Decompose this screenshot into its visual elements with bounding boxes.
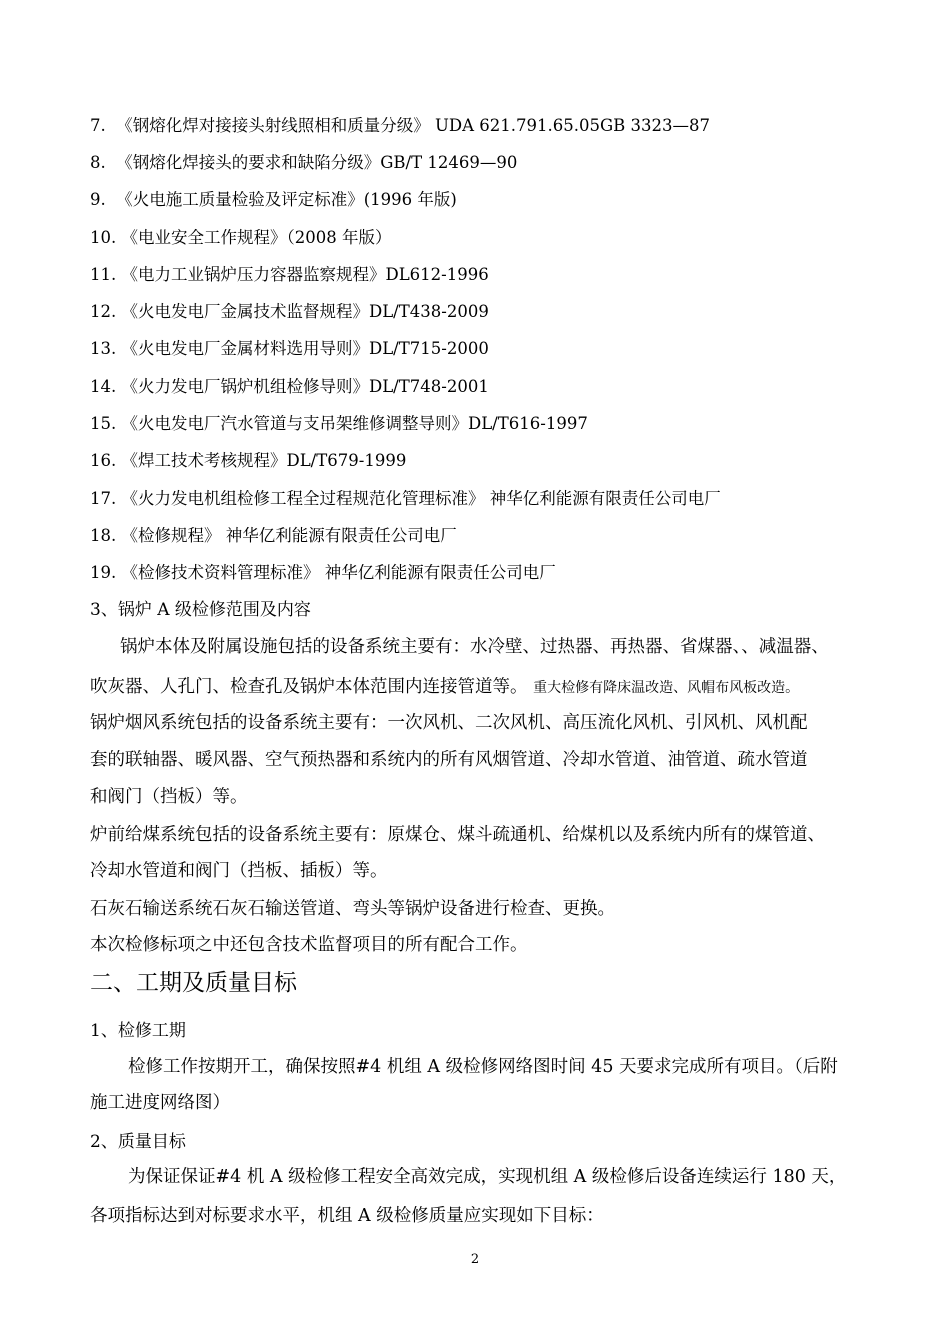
reference-item (90, 264, 489, 286)
paragraph-line: 检修工作按期开工，确保按照#4 机组 A 级检修网络图时间 45 天要求完成所有项目。（后附 (128, 1057, 838, 1077)
reference-text: 《检修技术资料管理标准》 神华亿利能源有限责任公司电厂 (121, 563, 556, 582)
reference-text: 《电力工业锅炉压力容器监察规程》DL612-1996 (121, 265, 489, 284)
reference-item (90, 338, 489, 360)
reference-number: 18. (90, 526, 117, 545)
paragraph-line: 施工进度网络图） (90, 1093, 230, 1113)
reference-number: 7. (90, 116, 106, 135)
reference-text: 《检修规程》 神华亿利能源有限责任公司电厂 (121, 526, 457, 545)
reference-text: 《钢熔化焊对接接头射线照相和质量分级》 UDA 621.791.65.05GB 3323—87 (116, 116, 711, 135)
reference-number: 14. (90, 377, 117, 396)
reference-item (90, 525, 457, 547)
reference-number: 12. (90, 302, 117, 321)
paragraph-line: 和阀门（挡板）等。 (90, 787, 248, 807)
reference-number: 13. (90, 339, 117, 358)
reference-number: 15. (90, 414, 117, 433)
reference-item (90, 115, 710, 137)
reference-text: 《焊工技术考核规程》DL/T679-1999 (121, 451, 407, 470)
reference-item (90, 152, 517, 174)
reference-number: 17. (90, 489, 117, 508)
paragraph-text: 吹灰器、人孔门、检查孔及锅炉本体范围内连接管道等。 (90, 677, 528, 697)
paragraph-line: 本次检修标项之中还包含技术监督项目的所有配合工作。 (90, 935, 528, 955)
paragraph-line: 炉前给煤系统包括的设备系统主要有：原煤仓、煤斗疏通机、给煤机以及系统内所有的煤管道、 (90, 825, 825, 845)
paragraph-line: 套的联轴器、暖风器、空气预热器和系统内的所有风烟管道、冷却水管道、油管道、疏水管道 (90, 750, 808, 770)
reference-text: 《电业安全工作规程》（2008 年版） (121, 228, 392, 247)
reference-text: 《火力发电机组检修工程全过程规范化管理标准》 神华亿利能源有限责任公司电厂 (121, 489, 721, 508)
paragraph-line: 为保证保证#4 机 A 级检修工程安全高效完成，实现机组 A 级检修后设备连续运行 180 天， (128, 1167, 847, 1187)
paragraph-line: 锅炉本体及附属设施包括的设备系统主要有：水冷壁、过热器、再热器、省煤器、、减温器、 (120, 637, 829, 657)
subsection-heading: 1、检修工期 (90, 1021, 186, 1041)
paragraph-line: 锅炉烟风系统包括的设备系统主要有：一次风机、二次风机、高压流化风机、引风机、风机配 (90, 713, 808, 733)
paragraph-line (90, 675, 799, 700)
paragraph-note: 重大检修有降床温改造、风帽布风板改造。 (533, 680, 800, 696)
reference-item (90, 376, 489, 398)
page-number: 2 (470, 1252, 480, 1267)
paragraph-line: 各项指标达到对标要求水平，机组 A 级检修质量应实现如下目标： (90, 1206, 604, 1226)
reference-number: 11. (90, 265, 117, 284)
reference-item (90, 450, 406, 472)
reference-number: 9. (90, 190, 106, 209)
paragraph-line: 冷却水管道和阀门（挡板、插板）等。 (90, 861, 388, 881)
paragraph-line: 石灰石输送系统石灰石输送管道、弯头等锅炉设备进行检查、更换。 (90, 899, 615, 919)
reference-number: 16. (90, 451, 117, 470)
reference-text: 《钢熔化焊接头的要求和缺陷分级》GB/T 12469—90 (116, 153, 518, 172)
reference-item (90, 227, 392, 249)
reference-number: 19. (90, 563, 117, 582)
reference-item (90, 413, 588, 435)
reference-text: 《火电发电厂金属技术监督规程》DL/T438-2009 (121, 302, 489, 321)
reference-text: 《火电发电厂金属材料选用导则》DL/T715-2000 (121, 339, 489, 358)
reference-item (90, 189, 457, 211)
reference-text: 《火电发电厂汽水管道与支吊架维修调整导则》DL/T616-1997 (121, 414, 588, 433)
reference-item (90, 488, 721, 510)
reference-text: 《火电施工质量检验及评定标准》(1996 年版) (116, 190, 457, 209)
reference-number: 10. (90, 228, 117, 247)
reference-number: 8. (90, 153, 106, 172)
section-heading: 3、锅炉 A 级检修范围及内容 (90, 600, 311, 620)
reference-item (90, 562, 556, 584)
reference-item (90, 301, 489, 323)
chapter-heading: 二、工期及质量目标 (90, 970, 297, 996)
reference-text: 《火力发电厂锅炉机组检修导则》DL/T748-2001 (121, 377, 489, 396)
subsection-heading: 2、质量目标 (90, 1132, 186, 1152)
